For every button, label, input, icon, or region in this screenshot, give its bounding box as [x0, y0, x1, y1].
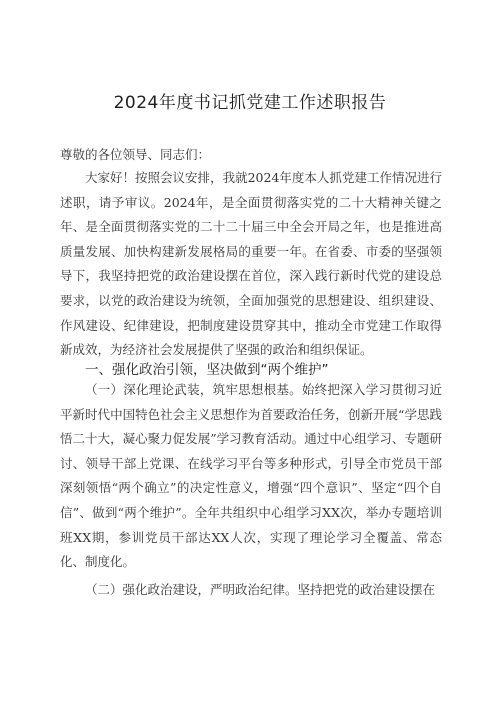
section-heading-1: 一、强化政治引领，坚决做到“两个维护”	[85, 362, 329, 378]
document-title: 2024年度书记抓党建工作述职报告	[113, 93, 387, 113]
salutation: 尊敬的各位领导、同志们：	[60, 147, 211, 162]
section1-item1-paragraph: （一）深化理论武装，筑牢思想根基。始终把深入学习贯彻习近平新时代中国特色社会主义思想作为首要政治任务，创新开展“学思践悟二十大，凝心聚力促发展”学习教育活动。通过中心组学习、专题研讨、领导干部上党课、在线学习平台等多种形式，引导全市党员干部深刻领悟“两个确立”的决定性意义，增强“四个意识”、坚定“四个自信”、做到“两个维护”。全年共组织中心组学习XX次，举办专题培训班XX期，参训党员干部达XX人次，实现了理论学习全覆盖、常态化、制度化。	[60, 382, 442, 570]
section1-item2-paragraph: （二）强化政治建设，严明政治纪律。坚持把党的政治建设摆在	[85, 582, 436, 597]
intro-paragraph: 大家好！按照会议安排，我就2024年度本人抓党建工作情况进行述职，请予审议。2024年，是全面贯彻落实党的二十大精神关键之年、是全面贯彻落实党的二十二十届三中全会开局之年，也是推进高质量发展、加快构建新发展格局的重要一年。在省委、市委的坚强领导下，我坚持把党的政治建设摆在首位，深入践行新时代党的建设总要求，以党的政治建设为统领，全面加强党的思想建设、组织建设、作风建设、纪律建设，把制度建设贯穿其中，推动全市党建工作取得新成效，为经济社会发展提供了坚强的政治和组织保证。	[60, 170, 442, 358]
